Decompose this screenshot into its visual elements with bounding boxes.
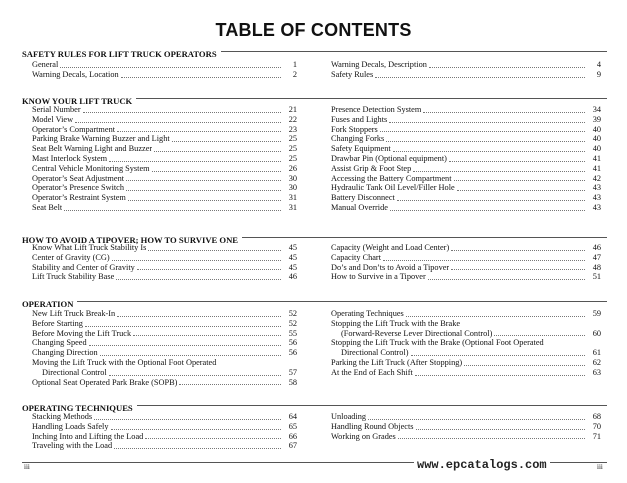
toc-entry[interactable] <box>331 309 601 319</box>
toc-entry[interactable] <box>32 319 297 329</box>
toc-entry-title: Drawbar Pin (Optional equipment) <box>331 153 447 163</box>
toc-entry-title: Accessing the Battery Compartment <box>331 173 452 183</box>
toc-entry[interactable] <box>32 348 297 358</box>
toc-entry-page: 21 <box>288 105 297 114</box>
toc-entry-page: 40 <box>592 134 601 144</box>
toc-entry-page: 59 <box>592 309 601 318</box>
toc-entry-title: Optional Seat Operated Park Brake (SOPB) <box>32 377 178 387</box>
toc-entry[interactable] <box>331 272 601 282</box>
toc-entry[interactable] <box>32 329 297 339</box>
toc-entry-continued[interactable] <box>32 358 297 368</box>
watermark-text: www.epcatalogs.com <box>414 458 550 472</box>
toc-entry-title: Capacity Chart <box>331 252 381 262</box>
toc-entry-page: 43 <box>592 183 601 193</box>
toc-entry-page: 58 <box>288 377 297 387</box>
footer-page-mark-left: iii <box>24 463 30 471</box>
toc-entry[interactable] <box>331 358 601 368</box>
toc-entry[interactable] <box>32 368 297 378</box>
section-heading: SAFETY RULES FOR LIFT TRUCK OPERATORS <box>22 49 221 60</box>
toc-entry-page: 45 <box>288 252 297 262</box>
toc-entry-title: Handling Round Objects <box>331 421 414 431</box>
toc-entry-title: Do’s and Don’ts to Avoid a Tipover <box>331 262 450 272</box>
toc-entry-page: 23 <box>288 124 297 134</box>
toc-column-right <box>331 243 601 282</box>
toc-entry-title: Central Vehicle Monitoring System <box>32 163 150 173</box>
toc-entry-title: New Lift Truck Break-In <box>32 309 116 318</box>
toc-entry-page: 30 <box>288 183 297 193</box>
toc-entry-title: Operator’s Compartment <box>32 124 116 134</box>
toc-entry-title: Stability and Center of Gravity <box>32 262 135 272</box>
toc-entry-page: 67 <box>288 441 297 451</box>
toc-entry[interactable] <box>331 422 601 432</box>
toc-entry-title: Seat Belt <box>32 202 63 212</box>
toc-entry-title: Assist Grip & Foot Step <box>331 163 412 173</box>
toc-column-right <box>331 60 601 80</box>
section-heading: OPERATION <box>22 299 77 310</box>
toc-entry[interactable] <box>331 105 601 115</box>
toc-entry-page: 41 <box>592 163 601 173</box>
toc-entry-title: Parking Brake Warning Buzzer and Light <box>32 134 170 144</box>
toc-entry-page: 56 <box>288 348 297 358</box>
toc-entry[interactable] <box>32 115 297 125</box>
toc-entry-title: Presence Detection System <box>331 105 422 114</box>
toc-entry-page: 45 <box>288 243 297 252</box>
page-title: TABLE OF CONTENTS <box>215 20 412 40</box>
toc-entry-title: General <box>32 60 59 69</box>
toc-entry-title: Seat Belt Warning Light and Buzzer <box>32 144 153 154</box>
toc-entry-title: Before Starting <box>32 318 83 328</box>
toc-column-left <box>32 243 297 282</box>
toc-entry[interactable] <box>331 193 601 203</box>
toc-entry[interactable] <box>32 253 297 263</box>
toc-entry[interactable] <box>331 263 601 273</box>
toc-entry-page: 9 <box>596 69 601 79</box>
toc-entry-page: 68 <box>592 412 601 421</box>
toc-entry-page: 25 <box>288 153 297 163</box>
toc-entry-page: 40 <box>592 124 601 134</box>
toc-entry-title: Changing Forks <box>331 134 385 144</box>
toc-entry-page: 61 <box>592 348 601 358</box>
toc-entry-title: Stopping the Lift Truck with the Brake (Optional Foot Operated <box>331 338 544 348</box>
toc-entry[interactable] <box>32 134 297 144</box>
toc-entry-title: Before Moving the Lift Truck <box>32 328 132 338</box>
toc-entry-page: 1 <box>292 60 297 69</box>
section-heading: OPERATING TECHNIQUES <box>22 403 137 414</box>
section-rule <box>22 301 607 302</box>
toc-entry-title: Handling Loads Safely <box>32 421 109 431</box>
toc-entry-page: 56 <box>288 338 297 348</box>
toc-entry-page: 48 <box>592 262 601 272</box>
toc-entry[interactable] <box>32 164 297 174</box>
toc-entry-page: 55 <box>288 328 297 338</box>
toc-entry[interactable] <box>331 368 601 378</box>
toc-entry[interactable] <box>32 193 297 203</box>
toc-entry-title: Manual Override <box>331 202 388 212</box>
toc-entry-page: 71 <box>592 431 601 441</box>
toc-entry-title: Safety Rules <box>331 69 374 79</box>
toc-entry-page: 2 <box>292 69 297 79</box>
toc-entry-title: Inching Into and Lifting the Load <box>32 431 144 441</box>
toc-entry-title: Operator’s Seat Adjustment <box>32 173 125 183</box>
toc-entry-page: 25 <box>288 144 297 154</box>
toc-entry-title: Operator’s Presence Switch <box>32 183 125 193</box>
toc-entry-title: Know What Lift Truck Stability Is <box>32 243 147 252</box>
toc-entry-page: 46 <box>288 272 297 282</box>
toc-entry[interactable] <box>331 174 601 184</box>
toc-entry[interactable] <box>331 125 601 135</box>
toc-entry-page: 39 <box>592 114 601 124</box>
toc-entry[interactable] <box>32 60 297 70</box>
toc-entry[interactable] <box>32 432 297 442</box>
toc-entry[interactable] <box>32 309 297 319</box>
toc-column-right <box>331 105 601 213</box>
toc-entry-title: Model View <box>32 114 74 124</box>
toc-entry[interactable] <box>331 115 601 125</box>
toc-entry-title: Traveling with the Load <box>32 441 113 451</box>
toc-entry-page: 31 <box>288 202 297 212</box>
toc-entry-page: 22 <box>288 114 297 124</box>
toc-entry-title: Hydraulic Tank Oil Level/Filler Hole <box>331 183 455 193</box>
toc-entry-page: 47 <box>592 252 601 262</box>
toc-entry-page: 60 <box>592 328 601 338</box>
toc-entry[interactable] <box>32 70 297 80</box>
toc-entry-title: Operating Techniques <box>331 309 404 318</box>
toc-entry-page: 65 <box>288 421 297 431</box>
toc-entry[interactable] <box>32 412 297 422</box>
toc-entry-page: 64 <box>288 412 297 421</box>
toc-entry-continued[interactable] <box>331 319 601 329</box>
toc-entry-title: Lift Truck Stability Base <box>32 272 115 282</box>
toc-entry-page: 70 <box>592 421 601 431</box>
toc-column-left <box>32 309 297 387</box>
toc-entry-page: 52 <box>288 318 297 328</box>
toc-entry-page: 42 <box>592 173 601 183</box>
toc-entry-title: How to Survive in a Tipover <box>331 272 426 282</box>
toc-entry-page: 31 <box>288 193 297 203</box>
toc-entry-page: 4 <box>596 60 601 69</box>
toc-entry-page: 45 <box>288 262 297 272</box>
toc-entry[interactable] <box>331 432 601 442</box>
toc-entry-title: Serial Number <box>32 105 81 114</box>
toc-entry[interactable] <box>32 105 297 115</box>
toc-entry[interactable] <box>331 183 601 193</box>
toc-entry[interactable] <box>32 441 297 451</box>
toc-entry-title: Battery Disconnect <box>331 193 395 203</box>
toc-entry-title: Parking the Lift Truck (After Stopping) <box>331 357 463 367</box>
toc-entry[interactable] <box>331 329 601 339</box>
toc-entry-page: 51 <box>592 272 601 282</box>
toc-entry-title: Center of Gravity (CG) <box>32 252 110 262</box>
toc-entry[interactable] <box>331 412 601 422</box>
toc-entry-title: (Forward-Reverse Lever Directional Control) <box>341 328 493 338</box>
toc-entry-title: Moving the Lift Truck with the Optional Foot Operated <box>32 357 217 367</box>
toc-entry-page: 66 <box>288 431 297 441</box>
toc-entry[interactable] <box>331 203 601 213</box>
toc-entry-title: Working on Grades <box>331 431 396 441</box>
toc-entry-page: 62 <box>592 357 601 367</box>
toc-column-left <box>32 60 297 80</box>
toc-entry-page: 46 <box>592 243 601 252</box>
toc-entry[interactable] <box>32 154 297 164</box>
toc-column-left <box>32 105 297 213</box>
toc-entry-title: Warning Decals, Description <box>331 60 427 69</box>
toc-entry-title: Stacking Methods <box>32 412 93 421</box>
toc-entry[interactable] <box>331 348 601 358</box>
toc-entry-title: Capacity (Weight and Load Center) <box>331 243 450 252</box>
toc-entry[interactable] <box>32 338 297 348</box>
toc-entry[interactable] <box>32 144 297 154</box>
section-heading: HOW TO AVOID A TIPOVER; HOW TO SURVIVE ONE <box>22 235 242 246</box>
toc-entry[interactable] <box>32 263 297 273</box>
toc-entry-page: 26 <box>288 163 297 173</box>
toc-entry[interactable] <box>331 154 601 164</box>
toc-entry-page: 30 <box>288 173 297 183</box>
toc-entry-title: Mast Interlock System <box>32 153 108 163</box>
toc-entry-page: 41 <box>592 153 601 163</box>
toc-entry-page: 63 <box>592 367 601 377</box>
toc-entry-title: Operator’s Restraint System <box>32 193 126 203</box>
toc-entry[interactable] <box>331 144 601 154</box>
toc-entry-title: Warning Decals, Location <box>32 69 119 79</box>
toc-entry-title: Stopping the Lift Truck with the Brake <box>331 318 461 328</box>
toc-entry-title: Directional Control <box>42 367 107 377</box>
toc-entry[interactable] <box>331 164 601 174</box>
toc-entry-title: Fork Stoppers <box>331 124 378 134</box>
toc-entry[interactable] <box>32 243 297 253</box>
toc-entry[interactable] <box>32 272 297 282</box>
toc-entry[interactable] <box>331 243 601 253</box>
toc-entry-title: Safety Equipment <box>331 144 391 154</box>
toc-entry[interactable] <box>331 60 601 70</box>
toc-entry-continued[interactable] <box>331 338 601 348</box>
toc-entry[interactable] <box>331 134 601 144</box>
toc-entry-page: 40 <box>592 144 601 154</box>
section-heading: KNOW YOUR LIFT TRUCK <box>22 96 136 107</box>
toc-entry-page: 34 <box>592 105 601 114</box>
toc-entry[interactable] <box>32 203 297 213</box>
toc-entry-title: Directional Control) <box>341 348 409 358</box>
toc-entry-title: Fuses and Lights <box>331 114 388 124</box>
toc-entry[interactable] <box>32 174 297 184</box>
toc-entry[interactable] <box>32 422 297 432</box>
toc-entry-title: Changing Direction <box>32 348 98 358</box>
toc-column-right <box>331 412 601 441</box>
toc-entry[interactable] <box>331 253 601 263</box>
toc-entry-title: Unloading <box>331 412 367 421</box>
toc-entry-title: At the End of Each Shift <box>331 367 413 377</box>
toc-entry[interactable] <box>32 378 297 388</box>
toc-entry-page: 57 <box>288 367 297 377</box>
toc-entry-page: 43 <box>592 202 601 212</box>
toc-entry-title: Changing Speed <box>32 338 87 348</box>
toc-entry[interactable] <box>331 70 601 80</box>
footer-page-mark-right: iii <box>597 463 603 471</box>
toc-entry-page: 52 <box>288 309 297 318</box>
toc-column-left <box>32 412 297 451</box>
toc-column-right <box>331 309 601 378</box>
toc-entry[interactable] <box>32 125 297 135</box>
toc-entry-page: 25 <box>288 134 297 144</box>
toc-entry[interactable] <box>32 183 297 193</box>
toc-entry-page: 43 <box>592 193 601 203</box>
